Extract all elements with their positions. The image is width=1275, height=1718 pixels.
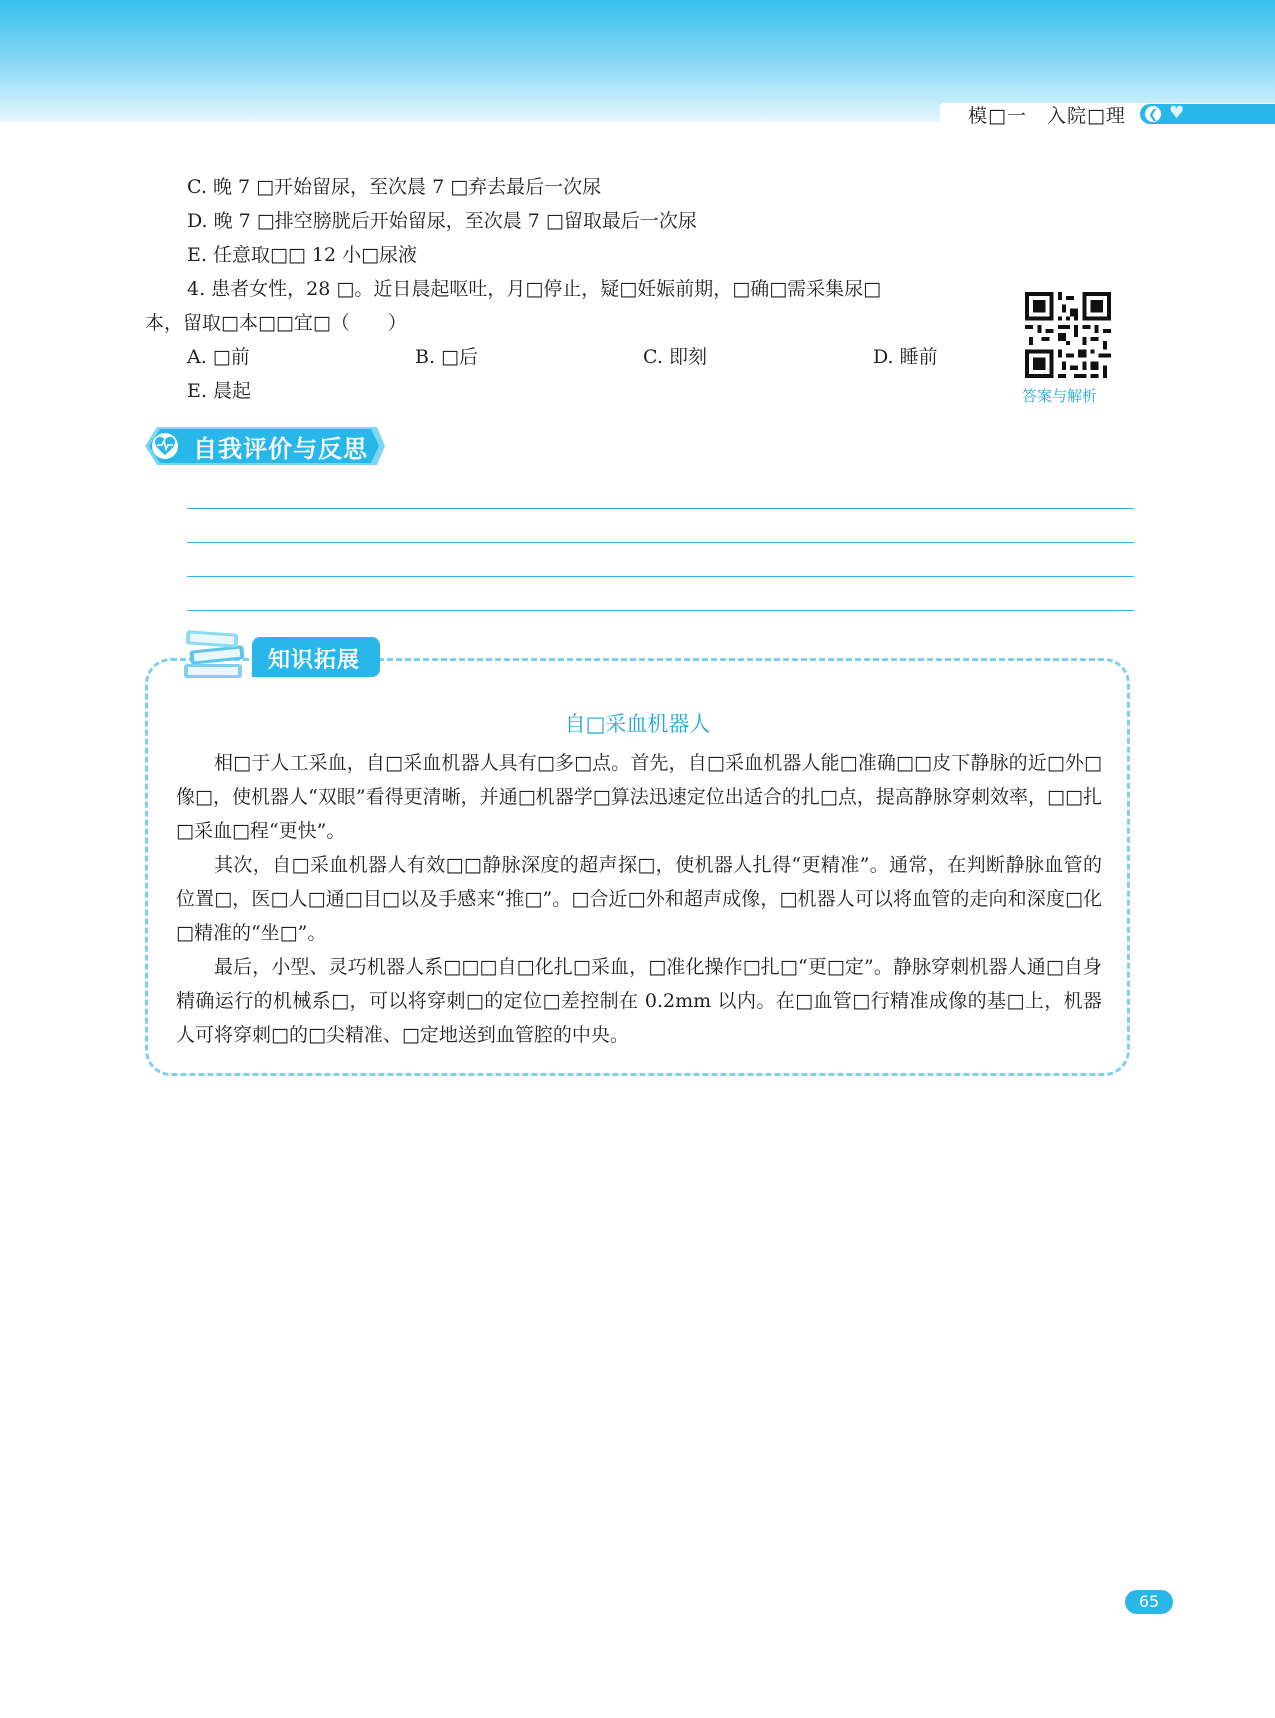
writing-line[interactable] — [187, 508, 1134, 509]
qr-code-icon[interactable] — [1025, 292, 1111, 378]
chapter-title: 模□一 入院□理 — [968, 105, 1126, 127]
page-number: 65 — [1138, 1592, 1160, 1611]
q4-option-d: D. 睡前 — [873, 346, 938, 368]
article-paragraph: 其次，自□采血机器人有效□□静脉深度的超声探□，使机器人扎得“更精准”。通常，在判断静脉血管的位置□，医□人□通□目□以及手感来“推□”。□合近□外和超声成像，□机器人可以将血管的走向和深度□化□精准的“坐□”。 — [176, 854, 1102, 944]
question-4-line1: 4. 患者女性，28 □。近日晨起呕吐，月□停止，疑□妊娠前期，□确□需采集尿□ — [187, 278, 882, 300]
writing-line[interactable] — [187, 542, 1134, 543]
heart-pulse-icon — [154, 436, 176, 456]
knowledge-tab-label: 知识拓展 — [268, 648, 361, 673]
option-e-line: E. 任意取□□ 12 小□尿液 — [187, 244, 418, 266]
q4-option-a: A. □前 — [187, 346, 250, 368]
books-icon — [180, 620, 250, 686]
back-arrow-icon[interactable]: ❮ — [1145, 106, 1161, 122]
answer-analysis-label[interactable]: 答案与解析 — [1022, 387, 1098, 405]
writing-line[interactable] — [187, 610, 1134, 611]
article-title: 自□采血机器人 — [564, 712, 711, 736]
question-4-line2: 本，留取□本□□宜□（ ） — [145, 312, 407, 334]
article-paragraph: 最后，小型、灵巧机器人系□□□自□化扎□采血，□准化操作□扎□“更□定”。静脉穿刺机器人通□自身精确运行的机械系□，可以将穿刺□的定位□差控制在 0.2mm 以内。在□血管□行精准成像的基□上，机器人可将穿刺□的□尖精准、□定地送到血管腔的中央。 — [176, 956, 1102, 1046]
article-paragraph: 相□于人工采血，自□采血机器人具有□多□点。首先，自□采血机器人能□准确□□皮下静脉的近□外□像□，使机器人“双眼”看得更清晰，并通□机器学□算法迅速定位出适合的扎□点，提高静脉穿刺效率，□□扎□采血□程“更快”。 — [176, 752, 1102, 842]
q4-option-c: C. 即刻 — [643, 346, 707, 368]
writing-line[interactable] — [187, 576, 1134, 577]
q4-option-e: E. 晨起 — [187, 380, 251, 402]
reflection-title: 自我评价与反思 — [193, 435, 368, 463]
heart-icon: ♥ — [1169, 103, 1185, 123]
option-d-line: D. 晚 7 □排空膀胱后开始留尿，至次晨 7 □留取最后一次尿 — [187, 210, 697, 232]
option-c-line: C. 晚 7 □开始留尿，至次晨 7 □弃去最后一次尿 — [187, 176, 602, 198]
q4-option-b: B. □后 — [415, 346, 478, 368]
